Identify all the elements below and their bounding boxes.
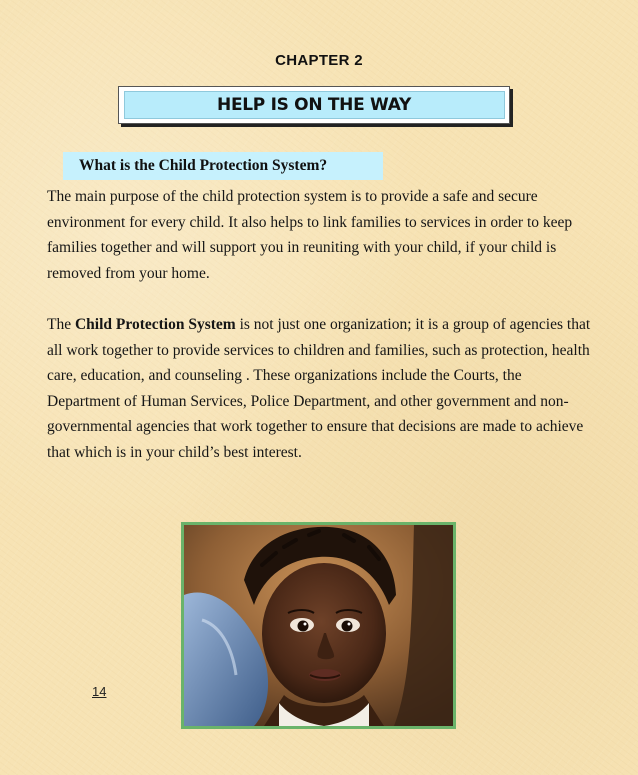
chapter-title: HELP IS ON THE WAY: [217, 95, 411, 115]
chapter-title-banner: [118, 86, 510, 124]
photo-frame: [181, 522, 456, 729]
paragraph-purpose: The main purpose of the child protection system is to provide a safe and secure environment for every child. It also helps to link families to services in order to keep families together and will support you in reuniting with your child, if your child is removed from your home.: [47, 188, 573, 282]
bold-term-child-protection-system: Child Protection System: [74, 316, 236, 333]
paragraph-lead-text: The: [47, 316, 75, 333]
chapter-label: CHAPTER 2: [275, 52, 363, 69]
paragraph-system-description: [47, 312, 592, 465]
child-portrait-photo: [184, 525, 453, 726]
page-number: 14: [92, 684, 107, 699]
paragraph-body-text: is not just one organization; it is a group of agencies that all work together to provide services to children and families, such as protection, health care, education, and counseling . These organizations include the Courts, the Department of Human Services, Police Department, and other government and non-governmental agencies that work together to ensure that decisions are made to achieve that which is in your child’s best interest.: [47, 316, 591, 461]
section-question-heading: What is the Child Protection System?: [63, 152, 383, 180]
